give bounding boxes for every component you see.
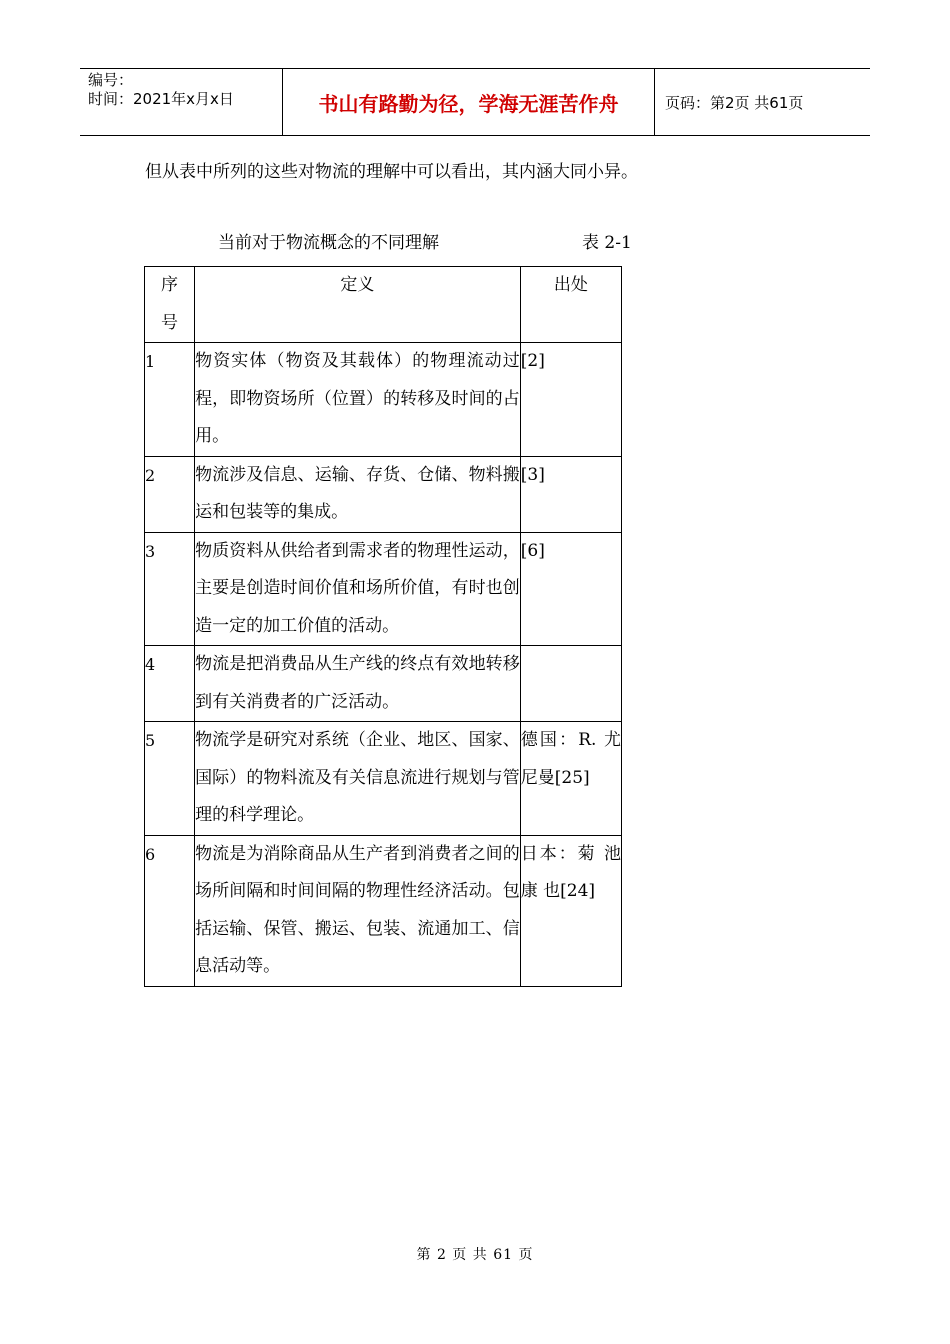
header-meta	[80, 69, 283, 135]
table-row	[145, 835, 622, 986]
row-no: 5	[145, 722, 195, 836]
row-no: 1	[145, 343, 195, 457]
table-caption: 当前对于物流概念的不同理解	[218, 233, 439, 253]
row-source: 德国：R. 尤尼曼[25]	[520, 722, 621, 836]
row-source	[520, 646, 621, 722]
row-source: 日本：菊 池 康 也[24]	[520, 835, 621, 986]
header-motto: 书山有路勤为径，学海无涯苦作舟	[283, 69, 655, 135]
row-definition: 物流涉及信息、运输、存货、仓储、物料搬运和包装等的集成。	[195, 456, 521, 532]
row-definition: 物质资料从供给者到需求者的物理性运动，主要是创造时间价值和场所价值，有时也创造一定的加工价值的活动。	[195, 532, 521, 646]
row-no: 4	[145, 646, 195, 722]
row-definition: 物资实体（物资及其载体）的物理流动过程，即物资场所（位置）的转移及时间的占用。	[195, 343, 521, 457]
table-row	[145, 343, 622, 457]
page-footer: 第 2 页 共 61 页	[416, 1247, 534, 1263]
row-source: [2]	[520, 343, 621, 457]
code-label: 编号：	[88, 71, 134, 89]
row-definition: 物流是把消费品从生产线的终点有效地转移到有关消费者的广泛活动。	[195, 646, 521, 722]
row-source: [3]	[520, 456, 621, 532]
row-no: 3	[145, 532, 195, 646]
table-number: 表 2-1	[582, 233, 632, 253]
header-no: 序 号	[145, 267, 195, 343]
header-page-info: 页码：第2页 共61页	[665, 93, 804, 112]
document-header	[80, 68, 870, 136]
row-definition: 物流是为消除商品从生产者到消费者之间的场所间隔和时间间隔的物理性经济活动。包括运输、保管、搬运、包装、流通加工、信息活动等。	[195, 835, 521, 986]
table-header-row	[145, 267, 622, 343]
header-definition: 定义	[195, 267, 521, 343]
table-row	[145, 456, 622, 532]
table-row	[145, 646, 622, 722]
table-row	[145, 722, 622, 836]
row-no: 2	[145, 456, 195, 532]
definitions-table	[144, 266, 622, 987]
row-definition: 物流学是研究对系统（企业、地区、国家、国际）的物料流及有关信息流进行规划与管理的科学理论。	[195, 722, 521, 836]
table-row	[145, 532, 622, 646]
row-source: [6]	[520, 532, 621, 646]
date-label: 时间：2021年x月x日	[88, 90, 234, 108]
row-no: 6	[145, 835, 195, 986]
intro-paragraph: 但从表中所列的这些对物流的理解中可以看出，其内涵大同小异。	[145, 162, 638, 182]
header-source: 出处	[520, 267, 621, 343]
